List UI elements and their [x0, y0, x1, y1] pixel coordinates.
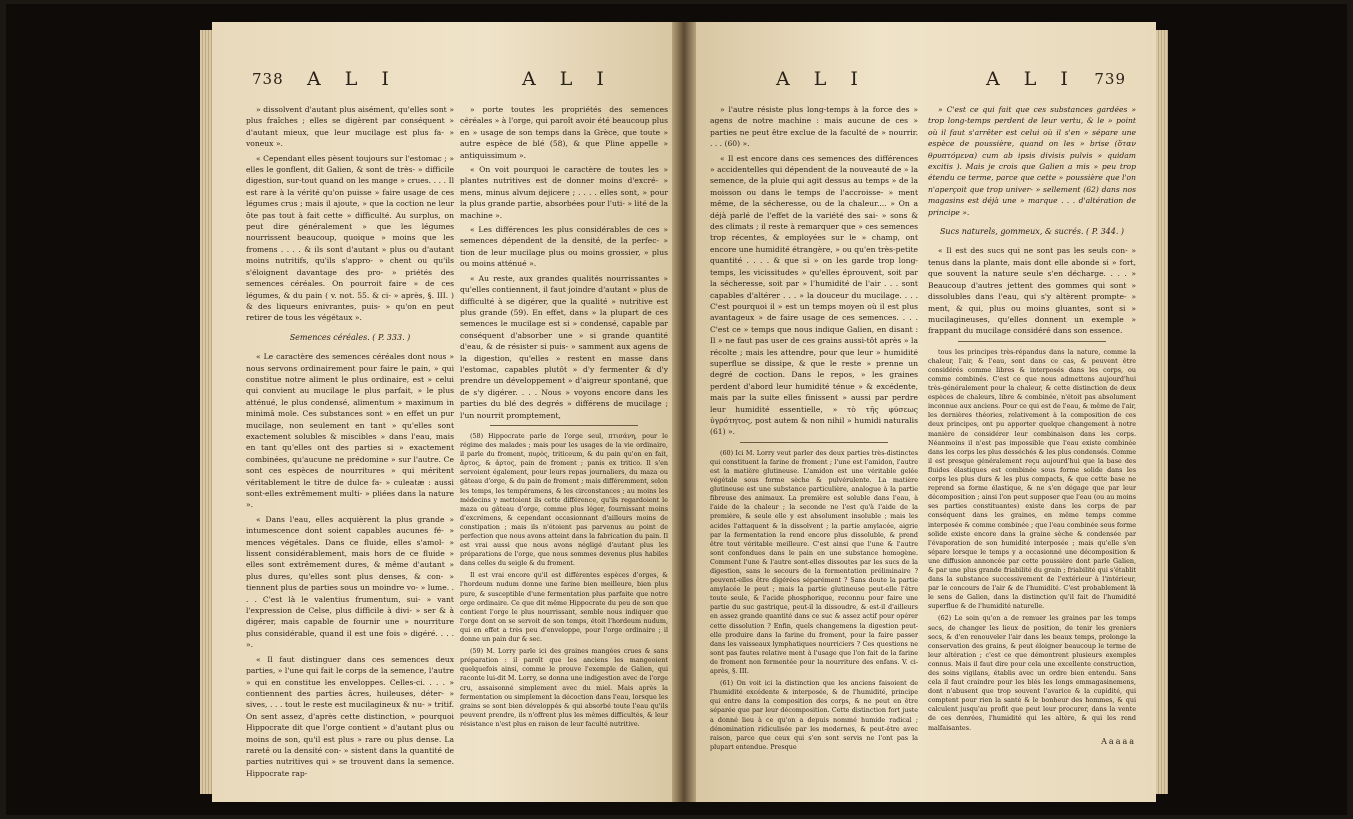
paragraph: « Cependant elles pèsent toujours sur l'estomac ; » elles le gonflent, dit Galien, & sont de très- » difficile digestion, sur-tout quand on les mange » crues. . . . Il est rare à la vérité qu'on puisse » faire usage de ces légumes crus ; mais il ajoute, » que la coction ne leur ôte pas tout à fait cette » difficulté. Au surplus, on peut dire généralement » que les légumes nourrissent beaucoup, quoique » moins que les fromens . . . . & ils sont d'autant » plus ou d'autant moins nutritifs, qu'ils s'appro- » chent ou qu'ils s'éloignent davantage des pro- » priétés des semences céréales. On pourroit faire » de ces légumes, & du pain ( v. not. 55. & ci- » après, §. III. ) & des liqueurs enivrantes, puis- » qu'on en peut retirer de tous les végétaux ».: [246, 153, 454, 323]
book-gutter: [672, 22, 696, 802]
footnote: Il est vrai encore qu'il est différentes espèces d'orges, & l'hordeum nudum donne une farine bien meilleure, bien plus pure, & susceptible d'une fermentation plus parfaite que notre orge ordinaire. Ce que dit même Hippocrate du peu de son que contient l'orge le plus nourrissant, semble nous indiquer que l'orge dont on se servoit de son temps, étoit l'hordeum nudum, qui en effet a très peu d'enveloppe, pour l'orge ordinaire ; il donne un pain dur & sec.: [460, 571, 668, 644]
paragraph: « On voit pourquoi le caractère de toutes les » plantes nutritives est de donner moins d'excré- » mens, minus alvum dejicere ; . . . . elles sont, » pour la plus grande partie, absorbées pour l'uti- » lité de la machine ».: [460, 165, 668, 220]
footnote-rule: [490, 425, 638, 426]
page-number-right: 739: [1094, 70, 1126, 88]
section-title: Sucs naturels, gommeux, & sucrés. ( P. 344. ): [939, 227, 1125, 237]
page-number-left: 738: [252, 70, 284, 88]
running-head: A L I: [986, 68, 1077, 90]
book-spread: [6, 4, 1347, 815]
paragraph: « Il faut distinguer dans ces semences deux parties, » l'une qui fait le corps de la semence, l'autre » qui en constitue les enveloppes. Celles-ci. . . . » contiennent des parties âcres, huileuses, déter- » sives, . . . tout le reste est mucilagineux & nu- » tritif. On sent assez, d'après cette distinction, » pourquoi Hippocrate dit que l'orge contient » d'autant plus ou moins de son, qu'il est plus » rare ou plus dense. La rareté ou la densité con- » sistent dans la quantité de parties nutritives qui » se trouvent dans la semence. Hippocrate rap-: [246, 654, 454, 778]
catchword: Aaaaa: [1101, 736, 1136, 746]
footnote-rule: [958, 341, 1106, 342]
left-column-1: [246, 104, 454, 788]
paragraph: « Dans l'eau, elles acquièrent la plus grande » intumescence dont soient capables aucunes fé- » mences végétales. Dans ce fluide, elles s'amol- » lissent considérablement, mais hors de ce fluide » elles sont extrêmement dures, & même d'autant » plus dures, qu'elles sont plus denses, & con- » tiennent plus de parties sous un moindre vo- » lume. . . . C'est là le valentius frumentum, sui- » vant l'expression de Celse, plus difficile à divi- » ser & à digérer, mais capable de fournir une » nourriture plus considérable, quand il est une fois » digéré. . . . ».: [246, 514, 454, 650]
right-page-header: [736, 68, 1126, 94]
right-column-2: [928, 104, 1136, 788]
paragraph: « Il est encore dans ces semences des différences » accidentelles qui dépendent de la nouveauté de » la semence, de la pluie qui agit dessus au temps » de la moisson ou dans le temps de l'accroisse- » ment même, de la sécheresse, ou de la chaleur.... » On a déjà parlé de l'effet de la variété des sai- » sons & des climats ; il reste à remarquer que » ces semences trop récentes, & employées sur le » champ, ont encore une humidité étrangère, » ou qu'en très-petite quantité . . . . & que si » on les garde trop long-temps, les vicissitudes » qu'elles éprouvent, soit par la sécheresse, soit par » l'humidité de l'air . . . sont capables d'altérer . . . » la douceur du mucilage. . . . C'est pourquoi il » est un temps moyen où il est plus avantageux » de faire usage de ces semences. . . . C'est ce » temps que nous indique Galien, en disant : Il » ne faut pas user de ces grains aussi-tôt après » la récolte ; mais les attendre, pour que leur » humidité superflue se dissipe, & que le reste » prenne un degré de coction. Dans le repos, » les graines perdent d'abord leur humidité ténue » & excédente, mais par la suite elles finissent » aussi par perdre leur humidité essentielle, » τὸ τῆς φύσεως ὑγρότητος, post autem & non nihil » humidi naturalis (61) ».: [710, 153, 918, 437]
right-column-1: [710, 104, 918, 788]
footnote: (60) Ici M. Lorry veut parler des deux parties très-distinctes qui constituent la farine de froment ; l'une est l'amidon, l'autre est la matière glutineuse. L'amidon est une véritable gelée végétale sous forme sèche & pulvérulente. La matière glutineuse est une substance particulière, analogue à la partie fibreuse des animaux. La première est soluble dans l'eau, à l'aide de la chaleur ; la seconde ne l'est qu'à l'aide de la première, & seule elle y est absolument insoluble ; mais les acides l'attaquent & la dissolvent ; la partie amylacée, aigrie par la fermentation la rend encore plus dissoluble, & prend être tout véritable meilleure. C'est ainsi que l'une & l'autre sont confondues dans le pain en une substance homogène. Comment l'une & l'autre sont-elles dissoutes par les sucs de la digestion, sans le secours de la fermentation préliminaire ? peuvent-elles être digérées séparément ? Sans doute la partie amylacée le peut ; mais la partie glutineuse peut-elle l'être toute seule, & l'acide phosphorique, reconnu pour faire une partie du suc gastrique, peut-il la dissoudre, & est-il d'ailleurs en assez grande quantité dans ce suc & assez actif pour opérer cette dissolution ? Enfin, quels changemens la digestion peut-elle produire dans la farine du froment, pour la faire passer dans les vaisseaux lymphatiques nourriciers ? Ces questions ne sont pas fautes relative ment à l'usage que l'on fait de la farine de froment non fermentée pour la nourriture des enfans. V. ci-après, §. III.: [710, 448, 918, 676]
paragraph: » porte toutes les propriétés des semences céréales » à l'orge, qui paroît avoir été beaucoup plus en » usage de son temps dans la Grèce, que toute » autre espèce de blé (58), & que Pline appelle » antiquissimum ».: [460, 105, 668, 160]
left-page: [212, 22, 672, 802]
page-edges-right: [1156, 30, 1168, 794]
footnote-rule: [740, 442, 888, 443]
left-column-2: [460, 104, 668, 788]
running-head: A L I: [307, 68, 398, 90]
left-page-header: [252, 68, 642, 94]
paragraph: « Le caractère des semences céréales dont nous » nous servons ordinairement pour faire le pain, » qui constitue notre aliment le plus ordinaire, est » celui qui convient au mucilage le plus parfait, » le plus atténué, le plus condensé, alimentum » maximum in minimâ mole. Ces substances sont » en effet un pur mucilage, non seulement en tant » qu'elles sont exactement solubles & miscibles » dans l'eau, mais en tant qu'elles ont des parties si » exactement combinées, qu'aucune ne prédomine » sur l'autre. Ce sont ces espèces de nourritures » qui méritent véritablement le titre de dulce fa- » culeatæ : aussi sont-elles extrêmement multi- » pliées dans la nature ».: [246, 352, 454, 510]
paragraph: » C'est ce qui fait que ces substances gardées » trop long-temps perdent de leur vertu, & le » point où il faut s'arrêter est celui où il s'en » sépare une espèce de poussière, quand on les » brise (ὅταν θρυπτόμενα) cum ab ipsis divisis pulvis » quidam excitis ). Mais je crois que Galien a mis » peu trop étendu ce terme, parce que cette » poussière que l'on n'aperçoit que trop univer- » sellement (62) dans nos magasins est déjà une » marque . . . d'altération de principe ».: [928, 105, 1136, 217]
paragraph: » l'autre résiste plus long-temps à la force des » agens de notre machine : mais aucune de ces » parties ne peut être exclue de la faculté de » nourrir. . . . (60) ».: [710, 105, 918, 149]
footnote: tous les principes très-répandus dans la nature, comme la chaleur, l'air, & l'eau, sont dans ce cas, & peuvent être considérés comme libres & interposés dans les corps, ou comme combinés. C'est ce que nous admettons aujourd'hui très-généralement pour la chaleur, & cette distinction de deux espèces de chaleurs, libre & combinée, n'étoit pas absolument inconnue aux anciens. Pour ce qui est de l'eau, & même de l'air, les dernières théories, relativement à la composition de ces deux principes, ont pu apporter quelque changement à notre manière de considérer leur combinaison dans les corps. Néanmoins il n'est pas impossible que l'eau existe combinée dans les corps les plus desséchés & les plus condensés. Comme il est presque généralement reçu aujourd'hui que la base des fluides élastiques est combinée sous forme solide dans les corps les plus durs & les plus compacts, & que cette base ne reprend sa forme élastique, & ne s'en dégage que par leur décomposition ; ainsi l'on peut supposer que l'eau (ou au moins ses parties constituantes) existe dans les corps de par conséquent dans les graines, en même temps comme interposée & comme combinée ; que l'eau combinée sous forme solide existe encore dans la graine sèche & condensée par l'évaporation de son humidité interposée ; mais qu'elle s'en sépare lorsque le temps y a occasionné une décomposition & une diffusion annoncée par cette poussière dont parle Galien, & par une plus grande friabilité du grain ; friabilité qui s'établit dans la substance successivement de l'extérieur à l'intérieur, par le concours de l'air & de l'humidité. C'est probablement là le sens de Galien, dans la distinction qu'il fait de l'humidité superflue & de l'humidité naturelle.: [928, 347, 1136, 611]
paragraph: « Au reste, aux grandes qualités nourrissantes » qu'elles contiennent, il faut joindre d'autant » plus de difficulté à se digérer, que la qualité » nutritive est plus grande (59). En effet, dans » la plupart de ces semences le mucilage est si » condensé, capable par conséquent d'absorber une » si grande quantité d'eau, & de résister si puis- » samment aux agens de la digestion, qu'elles » restent en masse dans l'estomac, capables plutôt » d'y fermenter & d'y prendre un développement » d'aigreur spontané, que de s'y digérer. . . . Nous » voyons encore dans les parties du blé des degrés » différens de mucilage ; l'un nourrit promptement,: [460, 273, 668, 420]
footnote: (62) Le soin qu'on a de remuer les graines par les temps secs, de changer les lieux de position, de tenir les greniers secs, & d'en renouveler l'air dans les beaux temps, prolonge la conservation des grains, & peut éloigner beaucoup le terme de leur altération ; c'est ce que démontrent plusieurs exemples connus. Mais il faut dire pour cela une excellente construction, des soins vigilans, établis avec un ordre bien entendu. Sans cela il faut craindre pour les blés les longs emmagasinemens, dont n'abusent que trop souvent l'avarice & la cupidité, qui comptent pour rien la santé & le bonheur des hommes, & qui calculent jusqu'au profit que peut leur procurer, dans la vente de ces denrées, l'humidité qui les altère, & qui les rend malfaisantes.: [928, 614, 1136, 732]
footnote: (59) M. Lorry parle ici des graines mangées crues & sans préparation : il paroît que les anciens les mangeoient quelquefois ainsi, comme le prouve l'exemple de Galien, qui raconte lui-dit M. Lorry, se donna une indigestion avec de l'orge cru, assaisonné simplement avec du miel. Mais après la fermentation ou simplement la décoction dans l'eau, lorsque les grains se sont bien développés & qui absorbé toute l'eau qu'ils peuvent prendre, ils n'offrent plus les mêmes difficultés, & leur résistance n'est plus en raison de leur faculté nutritive.: [460, 647, 669, 728]
paragraph: » dissolvent d'autant plus aisément, qu'elles sont » plus fraîches ; elles se digèrent par conséquent » d'autant mieux, que leur mucilage est plus fa- » voneux ».: [246, 105, 454, 149]
section-title: Semences céréales. ( P. 333. ): [289, 332, 411, 342]
running-head: A L I: [776, 68, 867, 90]
running-head: A L I: [522, 68, 613, 90]
footnote: (61) On voit ici la distinction que les anciens faisoient de l'humidité excédente & interposée, & de l'humidité, principe qui entre dans la composition des corps, & ne peut en être séparée que par leur décomposition. Cette distinction fort juste a donné lieu à ce qu'on a depuis nommé humide radical ; dénomination ridiculisée par les modernes, & peut-être avec raison, parce que ceux qui s'en sont servis ne l'ont pas la plupart entendue. Presque: [710, 679, 918, 751]
footnote: (58) Hippocrate parle de l'orge seul, πτισάνη, pour le régime des malades ; mais pour les usages de la vie ordinaire, il parle du froment, πυρὸς, triticeum, & du pain qu'on en fait, ἄρτος, & ἀρτος, pain de froment ; panis ex tritico. Il s'en servoient également, pour leurs repas journaliers, du maza ou gâteau d'orge, & du pain de froment ; mais différemment, selon les temps, les tempéramens, & les circonstances ; au moins les médecins y mettoient ils cette différence, qu'ils regardoient le maza ou gâteau d'orge, comme plus léger, fournissant moins d'excrémens, & cependant occasionnant d'ailleurs moins de constipation ; mais ils n'étoient pas parvenus au point de perfection que nous avons atteint dans la fabrication du pain. Il est vrai aussi que nous avons négligé d'autant plus les préparations de l'orge, que nous sommes devenus plus habiles dans celles du seigle & du froment.: [460, 431, 668, 568]
right-page: [696, 22, 1156, 802]
paragraph: « Les différences les plus considérables de ces » semences dépendent de la densité, de la perfec- » tion de leur mucilage plus ou moins grossier, » plus ou moins atténué ».: [460, 225, 668, 269]
paragraph: « Il est des sucs qui ne sont pas les seuls con- » tenus dans la plante, mais dont elle abonde si » fort, que souvent la nature seule s'en décharge. . . . » Beaucoup d'autres jettent des gommes qui sont » dissolubles dans l'eau, qui s'y altèrent prompte- » ment, & qui, plus ou moins gluantes, sont si » mucilagineuses, qu'elles donnent un exemple » frappant du mucilage considéré dans son essence.: [928, 246, 1136, 336]
page-edges-left: [200, 30, 212, 794]
